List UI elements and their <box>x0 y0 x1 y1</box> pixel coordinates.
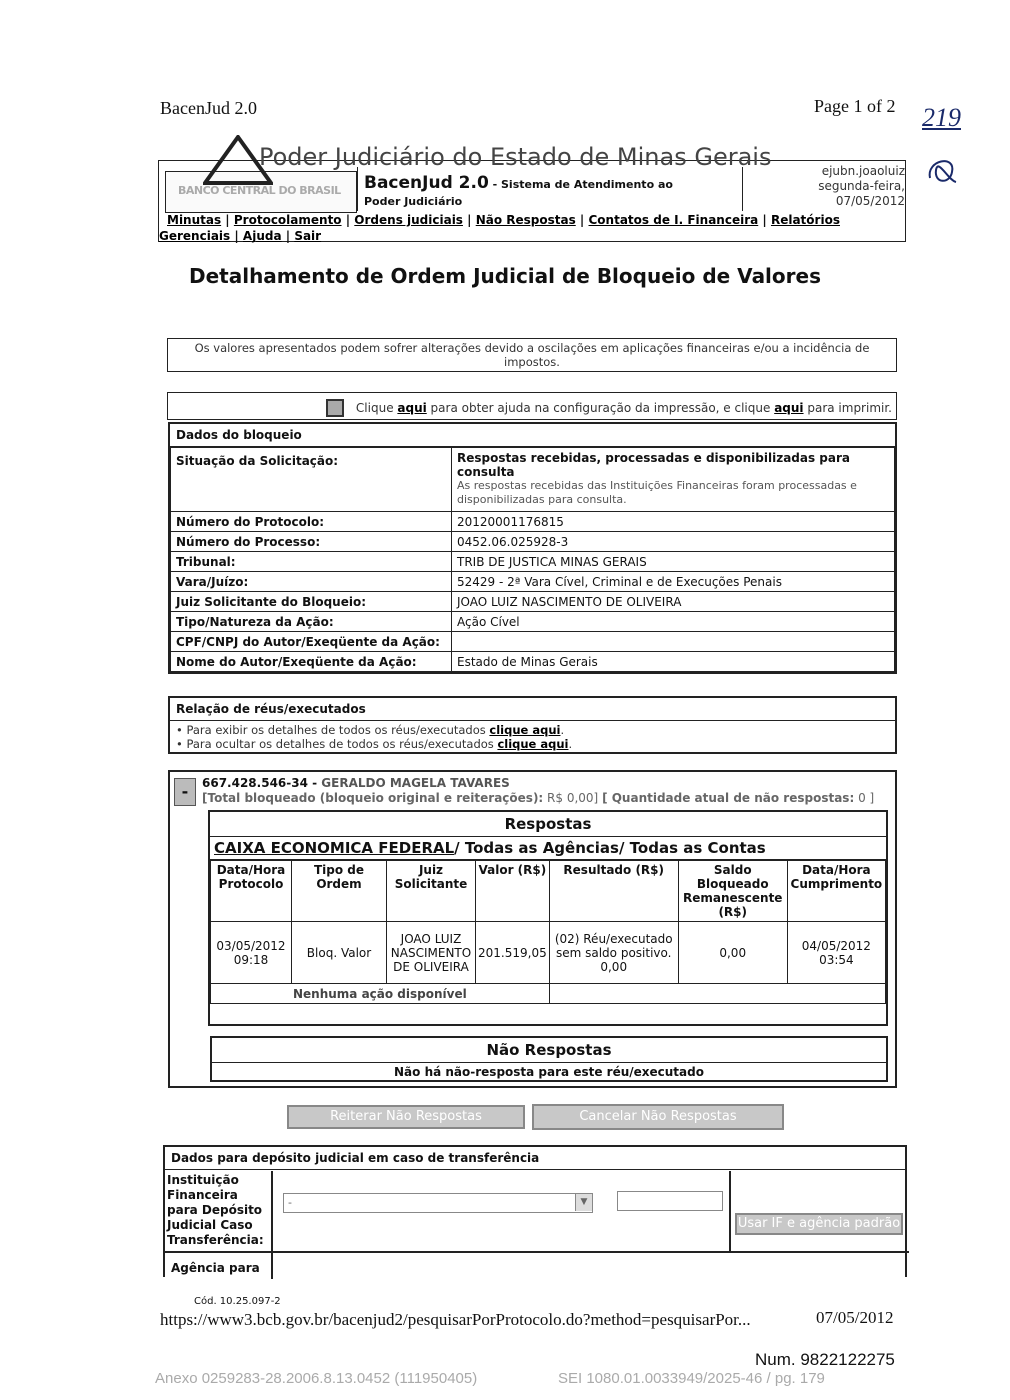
no-action-text: Nenhuma ação disponível <box>211 984 550 1004</box>
col-header: Resultado (R$) <box>549 861 678 922</box>
vara-value: 52429 - 2ª Vara Cível, Criminal e de Execuções Penais <box>452 572 895 592</box>
reus-panel: Relação de réus/executados • Para exibir os detalhes de todos os réus/executados clique aqui. • Para ocultar os detalhes de todos os réus/executados clique aqui. <box>168 696 897 754</box>
col-header: Tipo de Ordem <box>292 861 387 922</box>
situacao-title: Respostas recebidas, processadas e disponibilizadas para consulta <box>457 451 850 479</box>
nome-autor-value: Estado de Minas Gerais <box>452 652 895 672</box>
situacao-label: Situação da Solicitação: <box>171 448 452 512</box>
page-url: https://www3.bcb.gov.br/bacenjud2/pesquisarPorProtocolo.do?method=pesquisarPor... <box>160 1310 751 1329</box>
collapse-button[interactable]: - <box>174 778 196 806</box>
detail-label: Tipo/Natureza da Ação: <box>171 612 452 632</box>
values-notice: Os valores apresentados podem sofrer alterações devido a oscilações em aplicações financeiras e/ou a incidência de impostos. <box>167 338 897 372</box>
current-date: 07/05/2012 <box>835 194 905 208</box>
protocolo-value: 20120001176815 <box>452 512 895 532</box>
table-cell: JOAO LUIZ NASCIMENTO DE OLIVEIRA <box>387 922 476 984</box>
instituicao-select[interactable]: - ▼ <box>283 1193 593 1213</box>
total-bloqueado-value: R$ 0,00] <box>543 791 603 805</box>
print-header-left: BacenJud 2.0 <box>160 98 257 118</box>
annex-stamp: Anexo 0259283-28.2006.8.13.0452 (111950405) <box>155 1370 478 1387</box>
col-header: Data/Hora Protocolo <box>211 861 292 922</box>
dados-bloqueio-panel <box>168 422 897 674</box>
system-name: BacenJud 2.0 <box>364 173 489 193</box>
situacao-desc: As respostas recebidas das Instituições Financeiras foram processadas e disponibilizadas para consulta. <box>457 479 857 506</box>
juiz-value: JOAO LUIZ NASCIMENTO DE OLIVEIRA <box>452 592 895 612</box>
executado-panel: - 667.428.546-34 - GERALDO MAGELA TAVARES [Total bloqueado (bloqueio original e reiterações): R$ 0,00] [ Quantidade atual de não respostas: 0 ] Respostas CAIXA ECONOMICA FEDERAL/ Todas as Agências/ Todas as Contas Data/Hora Protocolo Tipo de Ordem Juiz Solicitante Valor (R$) Resultado (R$) Saldo Bloqueado Remanescente (R$) Data/Hora Cumprimento 03/05/2012 09:18 Bloq. Valor JOAO LUIZ NASCIMENTO DE OLIVEIRA 201.519,05 (02) Réu/executado sem saldo positivo. 0,00 0,00 04/05/2012 03:54 Nenhuma ação disponível Não Respostas Não há não-resposta para este réu/executado <box>168 770 897 1088</box>
menu-gerenciais[interactable]: Gerenciais <box>159 229 231 243</box>
printer-icon[interactable] <box>326 399 344 417</box>
main-menu-row-2: Gerenciais | Ajuda | Sair <box>159 229 322 243</box>
table-cell: 03/05/2012 09:18 <box>211 922 292 984</box>
respostas-title: Respostas <box>210 812 886 837</box>
chevron-down-icon[interactable]: ▼ <box>575 1194 592 1211</box>
weekday: segunda-feira, <box>818 179 905 193</box>
tipo-acao-value: Ação Cível <box>452 612 895 632</box>
handwritten-page-number: 219 <box>922 103 961 132</box>
agencia-input[interactable] <box>617 1191 723 1211</box>
detail-label: Nome do Autor/Exeqüente da Ação: <box>171 652 452 672</box>
doc-number: Num. 9822122275 <box>755 1350 895 1369</box>
print-date: 07/05/2012 <box>816 1308 894 1327</box>
respostas-box <box>208 810 888 1026</box>
nao-respostas-title: Não Respostas <box>212 1038 886 1063</box>
col-header: Saldo Bloqueado Remanescente (R$) <box>678 861 787 922</box>
menu-sair[interactable]: Sair <box>294 229 322 243</box>
menu-nao-respostas[interactable]: Não Respostas <box>475 213 576 227</box>
menu-ajuda[interactable]: Ajuda <box>242 229 282 243</box>
detail-label: Número do Protocolo: <box>171 512 452 532</box>
page-title: Detalhamento de Ordem Judicial de Bloqueio de Valores <box>188 264 821 288</box>
detail-label: Tribunal: <box>171 552 452 572</box>
details-table <box>170 447 895 672</box>
usar-if-padrao-button[interactable]: Usar IF e agência padrão <box>735 1213 903 1235</box>
handwritten-initial-icon <box>922 150 962 190</box>
respostas-table <box>210 860 886 1004</box>
menu-ordens-judiciais[interactable]: Ordens judiciais <box>354 213 463 227</box>
reus-title: Relação de réus/executados <box>170 698 895 721</box>
bcb-logo[interactable]: BANCO CENTRAL DO BRASIL <box>165 171 357 213</box>
detail-label: Número do Processo: <box>171 532 452 552</box>
menu-contatos-if[interactable]: Contatos de I. Financeira <box>588 213 759 227</box>
bank-name-link[interactable]: CAIXA ECONOMICA FEDERAL <box>214 839 455 857</box>
executado-name: GERALDO MAGELA TAVARES <box>321 776 510 790</box>
hide-all-link[interactable]: clique aqui <box>497 737 569 751</box>
detail-label: Juiz Solicitante do Bloqueio: <box>171 592 452 612</box>
tribunal-value: TRIB DE JUSTICA MINAS GERAIS <box>452 552 895 572</box>
table-cell: 0,00 <box>678 922 787 984</box>
reiterar-button[interactable]: Reiterar Não Respostas <box>287 1105 525 1129</box>
show-all-link[interactable]: clique aqui <box>489 723 561 737</box>
user-name: ejubn.joaoluiz <box>821 164 905 178</box>
table-cell: (02) Réu/executado sem saldo positivo. 0,00 <box>549 922 678 984</box>
app-banner <box>158 143 906 243</box>
table-cell: 04/05/2012 03:54 <box>787 922 885 984</box>
court-title: Poder Judiciário do Estado de Minas Gerais <box>259 143 772 171</box>
system-desc: - Sistema de Atendimento ao <box>488 178 673 191</box>
cancelar-button[interactable]: Cancelar Não Respostas <box>532 1104 784 1130</box>
print-config-help-link[interactable]: aqui <box>397 401 427 415</box>
col-header: Valor (R$) <box>476 861 550 922</box>
menu-protocolamento[interactable]: Protocolamento <box>233 213 342 227</box>
detail-label: Vara/Juízo: <box>171 572 452 592</box>
detail-label: CPF/CNPJ do Autor/Exeqüente da Ação: <box>171 632 452 652</box>
nao-respostas-text: Não há não-resposta para este réu/executado <box>394 1065 704 1079</box>
section-title: Dados do bloqueio <box>170 424 895 447</box>
main-menu: Minutas | Protocolamento | Ordens judiciais | Não Respostas | Contatos de I. Financeira | Relatórios <box>167 213 840 227</box>
menu-relatorios[interactable]: Relatórios <box>770 213 840 227</box>
menu-minutas[interactable]: Minutas <box>167 213 222 227</box>
processo-value: 0452.06.025928-3 <box>452 532 895 552</box>
deposito-panel <box>163 1145 907 1277</box>
col-header: Data/Hora Cumprimento <box>787 861 885 922</box>
nao-respostas-box <box>210 1036 888 1082</box>
table-cell: 201.519,05 <box>476 922 550 984</box>
agencia-label: Agência para <box>171 1261 260 1275</box>
system-desc-2: Poder Judiciário <box>364 195 463 208</box>
print-link[interactable]: aqui <box>774 401 804 415</box>
print-header-right: Page 1 of 2 <box>814 96 896 116</box>
executado-id: 667.428.546-34 - <box>202 776 322 790</box>
deposito-title: Dados para depósito judicial em caso de transferência <box>165 1147 905 1170</box>
col-header: Juiz Solicitante <box>387 861 476 922</box>
qtd-nao-respostas-value: 0 ] <box>854 791 875 805</box>
sei-stamp: SEI 1080.01.0033949/2025-46 / pg. 179 <box>558 1370 825 1387</box>
table-cell: Bloq. Valor <box>292 922 387 984</box>
bank-header: CAIXA ECONOMICA FEDERAL/ Todas as Agências/ Todas as Contas <box>210 837 886 860</box>
form-code: Cód. 10.25.097-2 <box>194 1296 281 1307</box>
cpf-autor-value <box>452 632 895 652</box>
print-help-bar: Clique aqui para obter ajuda na configuração da impressão, e clique aqui para imprimir. <box>167 392 897 420</box>
instituicao-label: Instituição Financeira para Depósito Judicial Caso Transferência: <box>167 1173 264 1247</box>
